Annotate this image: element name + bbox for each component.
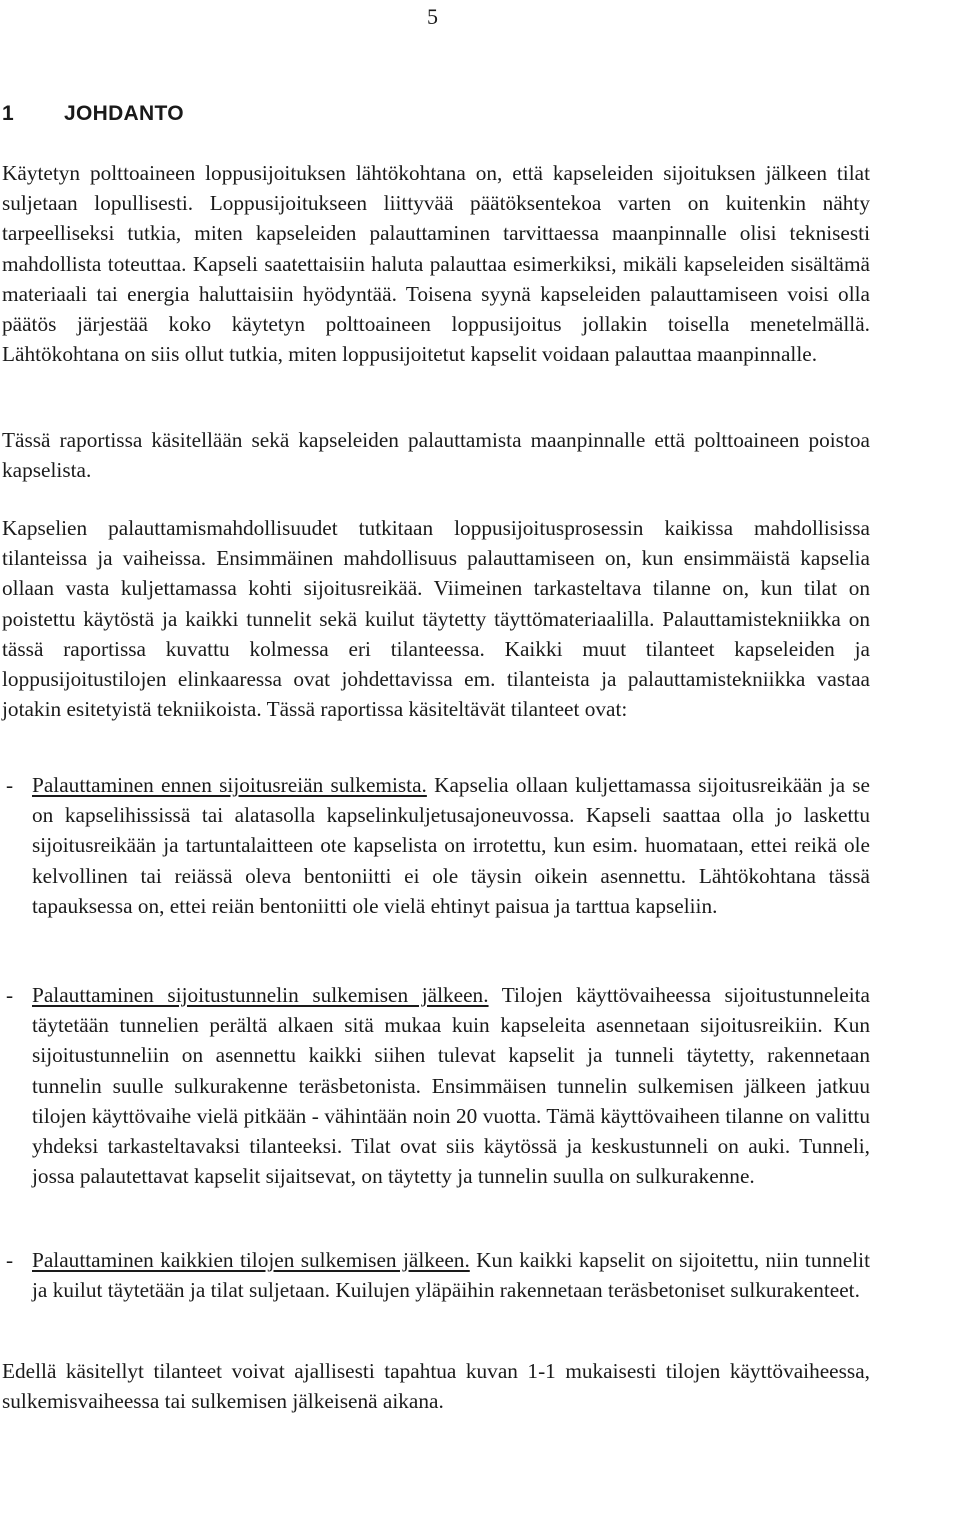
list-item-text-block <box>32 980 870 1191</box>
method-paragraph: Kapselien palauttamismahdollisuudet tutkitaan loppusijoitusprosessin kaikissa mahdollisissa tilanteissa ja vaiheissa. Ensimmäinen mahdollisuus palauttamiseen on, kun ensimmäistä kapselia ollaan vasta kuljettamassa kohti sijoitusreikää. Viimeinen tarkasteltava tilanne on, kun tilat on poistettu käytöstä ja kaikki tunnelit sekä kuilut täytetty täyttömateriaalilla. Palauttamistekniikka on tässä raportissa kuvattu kolmessa eri tilanteessa. Kaikki muut tilanteet kapseleiden ja loppusijoitustilojen elinkaaressa ovat johdettavissa em. tilanteista ja palauttamistekniikka vastaa jotakin esitetyistä tekniikoista. Tässä raportissa käsiteltävät tilanteet ovat: <box>2 516 870 722</box>
list-dash: - <box>6 1248 14 1272</box>
list-item-title: Palauttaminen kaikkien tilojen sulkemisen jälkeen. <box>32 1248 470 1272</box>
list-dash: - <box>6 773 14 797</box>
list-item-title: Palauttaminen ennen sijoitusreiän sulkemista. <box>32 773 427 797</box>
list-item <box>0 1245 870 1305</box>
chapter-title: JOHDANTO <box>64 102 184 125</box>
scope-paragraph: Tässä raportissa käsitellään sekä kapseleiden palauttamista maanpinnalle että polttoaineen poistoa kapselista. <box>2 428 870 483</box>
list-item <box>0 770 870 921</box>
closing-paragraph: Edellä käsitellyt tilanteet voivat ajallisesti tapahtua kuvan 1-1 mukaisesti tilojen käyttövaiheessa, sulkemisvaiheessa tai sulkemisen jälkeisenä aikana. <box>2 1359 870 1414</box>
list-item-text-block <box>32 1245 870 1305</box>
list-item-title: Palauttaminen sijoitustunnelin sulkemisen jälkeen. <box>32 983 489 1007</box>
list-item <box>0 980 870 1191</box>
list-item-text-block <box>32 770 870 921</box>
list-dash: - <box>6 983 14 1007</box>
page-number: 5 <box>427 4 438 29</box>
chapter-heading <box>2 101 184 127</box>
list-item-text: Kapselia ollaan kuljettamassa sijoitusreikään ja se on kapselihississä tai alatasolla kapselinkuljetusajoneuvossa. Kapseli saattaa olla jo laskettu sijoitusreikään ja tartuntalaitteen ote kapselista on irrotettu, kun esim. huomataan, ettei reikä ole kelvollinen tai reiässä oleva bentoniitti ei ole täysin oikein asennettu. Lähtökohtana tässä tapauksessa on, ettei reiän bentoniitti ole vielä ehtinyt paisua ja tarttua kapseliin. <box>32 773 870 918</box>
list-item-text: Kun kaikki kapselit on sijoitettu, niin tunnelit ja kuilut täytetään ja tilat suljetaan. Kuilujen yläpäihin rakennetaan teräsbetoniset sulkurakenteet. <box>32 1248 870 1303</box>
chapter-number: 1 <box>2 102 14 125</box>
list-item-text: Tilojen käyttövaiheessa sijoitustunneleita täytetään tunnelien perältä alkaen sitä mukaa kuin kapseleita asennetaan sijoitusreikiin. Kun sijoitustunneliin on asennettu kaikki siihen tulevat kapselit ja tunneli täytetty, rakennetaan tunnelin suulle sulkurakenne teräsbetonista. Ensimmäisen tunnelin sulkemisen jälkeen jatkuu tilojen käyttövaihe vielä pitkään - vähintään noin 20 vuotta. Tämä käyttövaiheen tilanne on valittu yhdeksi tarkasteltavaksi tilanteeksi. Tilat ovat siis käytössä ja keskustunneli on auki. Tunneli, jossa palautettavat kapselit sijaitsevat, on täytetty ja tunnelin suulla on sulkurakenne. <box>32 983 870 1189</box>
intro-paragraph: Käytetyn polttoaineen loppusijoituksen lähtökohtana on, että kapseleiden sijoituksen jälkeen tilat suljetaan lopullisesti. Loppusijoitukseen liittyvää päätöksentekoa varten on kuitenkin nähty tarpeelliseksi tutkia, miten kapseleiden palauttaminen tarvittaessa maanpinnalle olisi teknisesti mahdollista toteuttaa. Kapseli saatettaisiin haluta palauttaa esimerkiksi, mikäli kapseleiden sisältämä materiaali tai energia haluttaisiin hyödyntää. Toisena syynä kapseleiden palauttamiseen voisi olla päätös järjestää koko käytetyn polttoaineen loppusijoitus jollakin toisella menetelmällä. Lähtökohtana on siis ollut tutkia, miten loppusijoitetut kapselit voidaan palauttaa maanpinnalle. <box>2 161 870 367</box>
